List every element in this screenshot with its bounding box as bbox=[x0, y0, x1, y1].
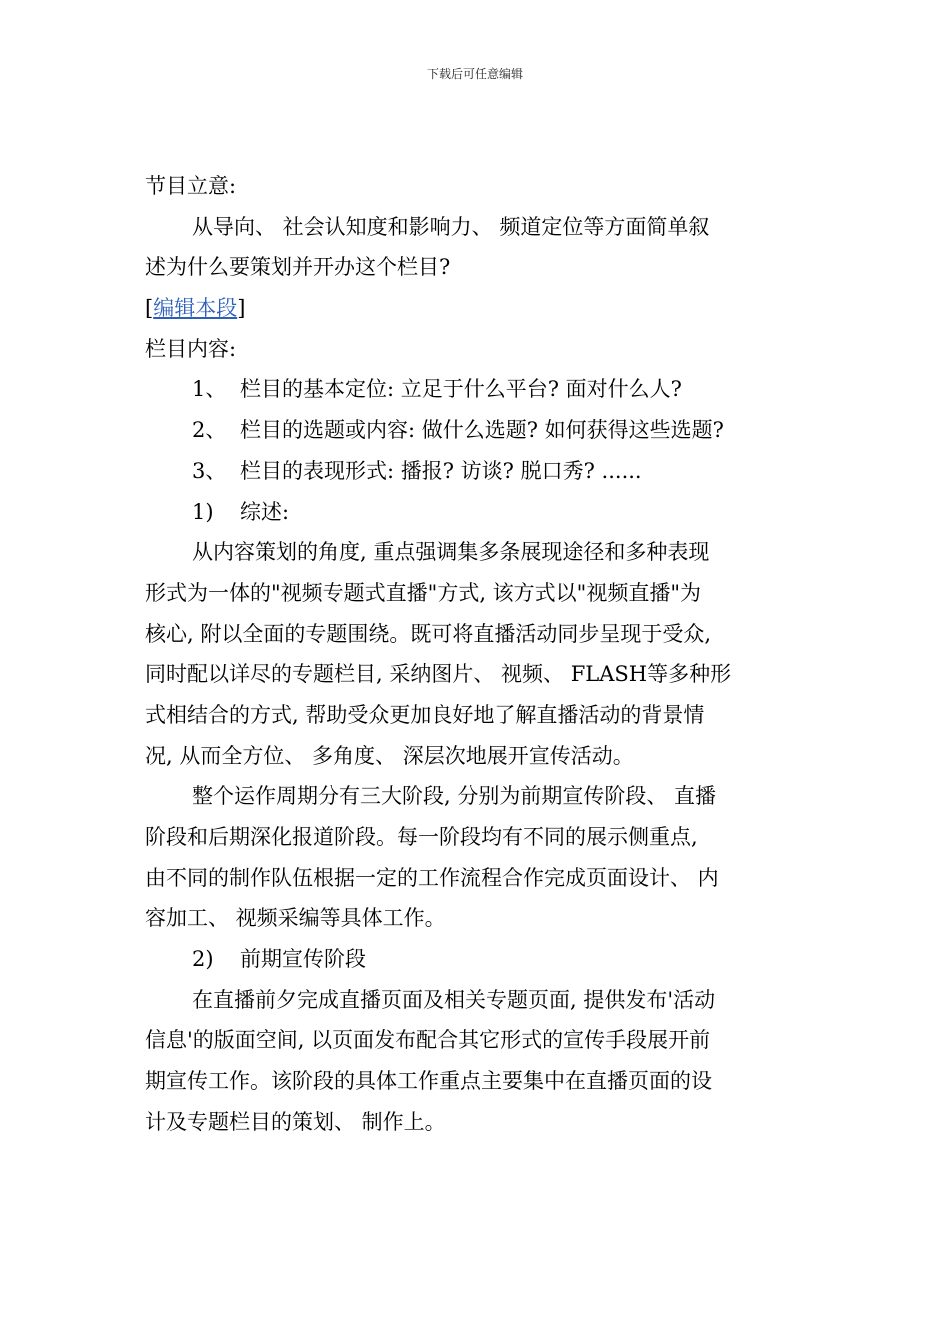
list-item-number: 1、 bbox=[192, 377, 227, 402]
paragraph-line: 从内容策划的角度, 重点强调集多条展现途径和多种表现 bbox=[192, 540, 710, 565]
paragraph-line: 在直播前夕完成直播页面及相关专题页面, 提供发布'活动 bbox=[192, 987, 716, 1012]
bracket-open: [ bbox=[145, 296, 154, 321]
list-item-number: 1) bbox=[192, 499, 214, 524]
paragraph-line: 况, 从而全方位、 多角度、 深层次地展开宣传活动。 bbox=[145, 743, 634, 768]
paragraph-line: 核心, 附以全面的专题围绕。既可将直播活动同步呈现于受众, bbox=[145, 621, 712, 646]
document-body bbox=[145, 166, 825, 1143]
section-heading-column-content: 栏目内容: bbox=[145, 336, 237, 361]
edit-section-link[interactable]: 编辑本段 bbox=[153, 296, 238, 321]
list-item bbox=[145, 451, 825, 492]
list-item bbox=[145, 939, 825, 980]
paragraph-line: 形式为一体的"视频专题式直播"方式, 该方式以"视频直播"为 bbox=[145, 580, 701, 605]
paragraph-line: 同时配以详尽的专题栏目, 采纳图片、 视频、 FLASH等多种形 bbox=[145, 662, 732, 687]
list-item-text: 综述: bbox=[240, 499, 290, 524]
paragraph-line: 期宣传工作。该阶段的具体工作重点主要集中在直播页面的设 bbox=[145, 1069, 712, 1094]
page-header-note: 下载后可任意编辑 bbox=[426, 67, 523, 81]
list-item-text: 栏目的基本定位: 立足于什么平台? 面对什么人? bbox=[240, 377, 682, 402]
paragraph-line: 述为什么要策划并开办这个栏目? bbox=[145, 255, 451, 280]
list-item bbox=[145, 369, 825, 410]
list-item bbox=[145, 410, 825, 451]
list-item-number: 2、 bbox=[192, 418, 227, 443]
paragraph-line: 由不同的制作队伍根据一定的工作流程合作完成页面设计、 内 bbox=[145, 865, 719, 890]
list-item-text: 栏目的选题或内容: 做什么选题? 如何获得这些选题? bbox=[240, 418, 724, 443]
bracket-close: ] bbox=[237, 296, 246, 321]
list-item-number: 2) bbox=[192, 947, 214, 972]
paragraph-line: 式相结合的方式, 帮助受众更加良好地了解直播活动的背景情 bbox=[145, 702, 705, 727]
paragraph-line: 计及专题栏目的策划、 制作上。 bbox=[145, 1109, 446, 1134]
list-item bbox=[145, 492, 825, 533]
list-item-text: 前期宣传阶段 bbox=[240, 947, 366, 972]
list-item-number: 3、 bbox=[192, 458, 227, 483]
paragraph-line: 整个运作周期分有三大阶段, 分别为前期宣传阶段、 直播 bbox=[192, 784, 717, 809]
edit-section-control bbox=[145, 288, 825, 329]
section-heading-program-intent: 节目立意: bbox=[145, 174, 237, 198]
paragraph-line: 阶段和后期深化报道阶段。每一阶段均有不同的展示侧重点, bbox=[145, 825, 698, 849]
paragraph-line: 从导向、 社会认知度和影响力、 频道定位等方面简单叙 bbox=[192, 214, 710, 239]
paragraph-line: 容加工、 视频采编等具体工作。 bbox=[145, 906, 446, 931]
paragraph-line: 信息'的版面空间, 以页面发布配合其它形式的宣传手段展开前 bbox=[145, 1028, 711, 1053]
list-item-text: 栏目的表现形式: 播报? 访谈? 脱口秀? ...... bbox=[240, 458, 642, 483]
